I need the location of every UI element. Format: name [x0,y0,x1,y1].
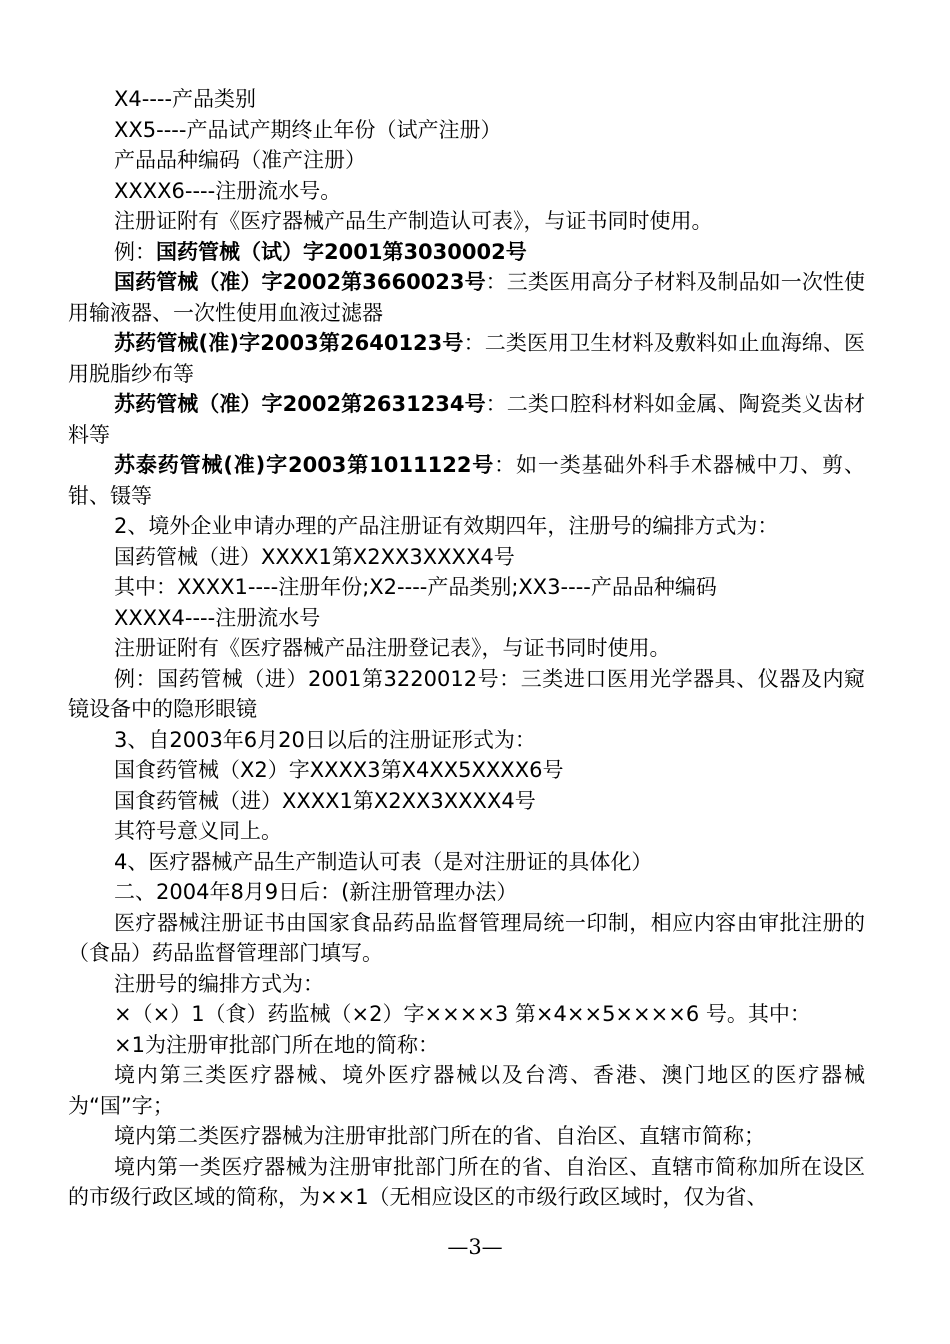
example-desc-3: ：二类医用卫生材料及敷料如止血海绵、医用脱脂纱布等 [68,331,865,386]
example-reg-no-4: 苏药管械（准）字2002第2631234号 [114,392,486,416]
paragraph-26: ×1为注册审批部门所在地的简称： [114,1032,439,1057]
paragraph-28: 境内第二类医疗器械为注册审批部门所在的省、自治区、直辖市简称； [114,1124,765,1148]
paragraph-6-example [68,237,865,268]
example-desc-2: ：三类医用高分子材料及制品如一次性使用输液器、一次性使用血液过滤器 [68,270,865,325]
example-desc-4: ：二类口腔科材料如金属、陶瓷类义齿材料等 [68,392,865,447]
paragraph-24: 注册号的编排方式为： [114,971,324,996]
page-number: —3— [447,1235,503,1259]
paragraph-19: 国食药管械（进）XXXX1第X2XX3XXXX4号 [114,788,536,813]
example-reg-no-2: 国药管械（准）字2002第3660023号 [114,270,486,294]
example-reg-no-1: 国药管械（试）字2001第3030002号 [156,239,527,264]
example-desc-5: ：如一类基础外科手术器械中刀、剪、钳、镊等 [68,453,865,508]
paragraph-4: XXXX6----注册流水号。 [114,178,342,203]
paragraph-21: 4、医疗器械产品生产制造认可表（是对注册证的具体化） [114,849,653,874]
paragraph-1: X4----产品类别 [114,87,257,111]
paragraph-18: 国食药管械（X2）字XXXX3第X4XX5XXXX6号 [114,758,564,782]
document-body [68,84,865,1213]
paragraph-9-example [68,389,865,450]
example-reg-no-3: 苏药管械(准)字2003第2640123号 [114,331,464,355]
paragraph-10-example [68,450,865,511]
example-prefix: 例： [114,239,156,264]
paragraph-3: 产品品种编码（准产注册） [114,148,366,172]
paragraph-15: 注册证附有《医疗器械产品注册登记表》，与证书同时使用。 [114,636,671,660]
paragraph-17: 3、自2003年6月20日以后的注册证形式为： [114,727,536,752]
paragraph-29: 境内第一类医疗器械为注册审批部门所在的省、自治区、直辖市简称加所在设区的市级行政区域的简称，为××1（无相应设区的市级行政区域时，仅为省、 [68,1154,865,1209]
paragraph-5: 注册证附有《医疗器械产品生产制造认可表》，与证书同时使用。 [114,209,713,233]
paragraph-2: XX5----产品试产期终止年份（试产注册） [114,117,502,142]
paragraph-14: XXXX4----注册流水号 [114,605,321,630]
paragraph-12: 国药管械（进）XXXX1第X2XX3XXXX4号 [114,544,515,569]
paragraph-11: 2、境外企业申请办理的产品注册证有效期四年，注册号的编排方式为： [114,514,779,538]
paragraph-20: 其符号意义同上。 [114,819,282,843]
paragraph-16: 例：国药管械（进）2001第3220012号：三类进口医用光学器具、仪器及内窥镜设备中的隐形眼镜 [68,666,865,721]
paragraph-23: 医疗器械注册证书由国家食品药品监督管理局统一印制，相应内容由审批注册的（食品）药品监督管理部门填写。 [68,910,865,965]
paragraph-7-example [68,267,865,328]
paragraph-13: 其中：XXXX1----注册年份;X2----产品类别;XX3----产品品种编码 [114,575,717,599]
paragraph-27: 境内第三类医疗器械、境外医疗器械以及台湾、香港、澳门地区的医疗器械为“国”字； [68,1063,865,1118]
paragraph-8-example [68,328,865,389]
paragraph-22: 二、2004年8月9日后：(新注册管理办法） [114,880,518,904]
example-reg-no-5: 苏泰药管械(准)字2003第1011122号 [114,453,495,477]
paragraph-25: ×（×）1（食）药监械（×2）字××××3 第×4××5××××6 号。其中： [114,1002,811,1026]
